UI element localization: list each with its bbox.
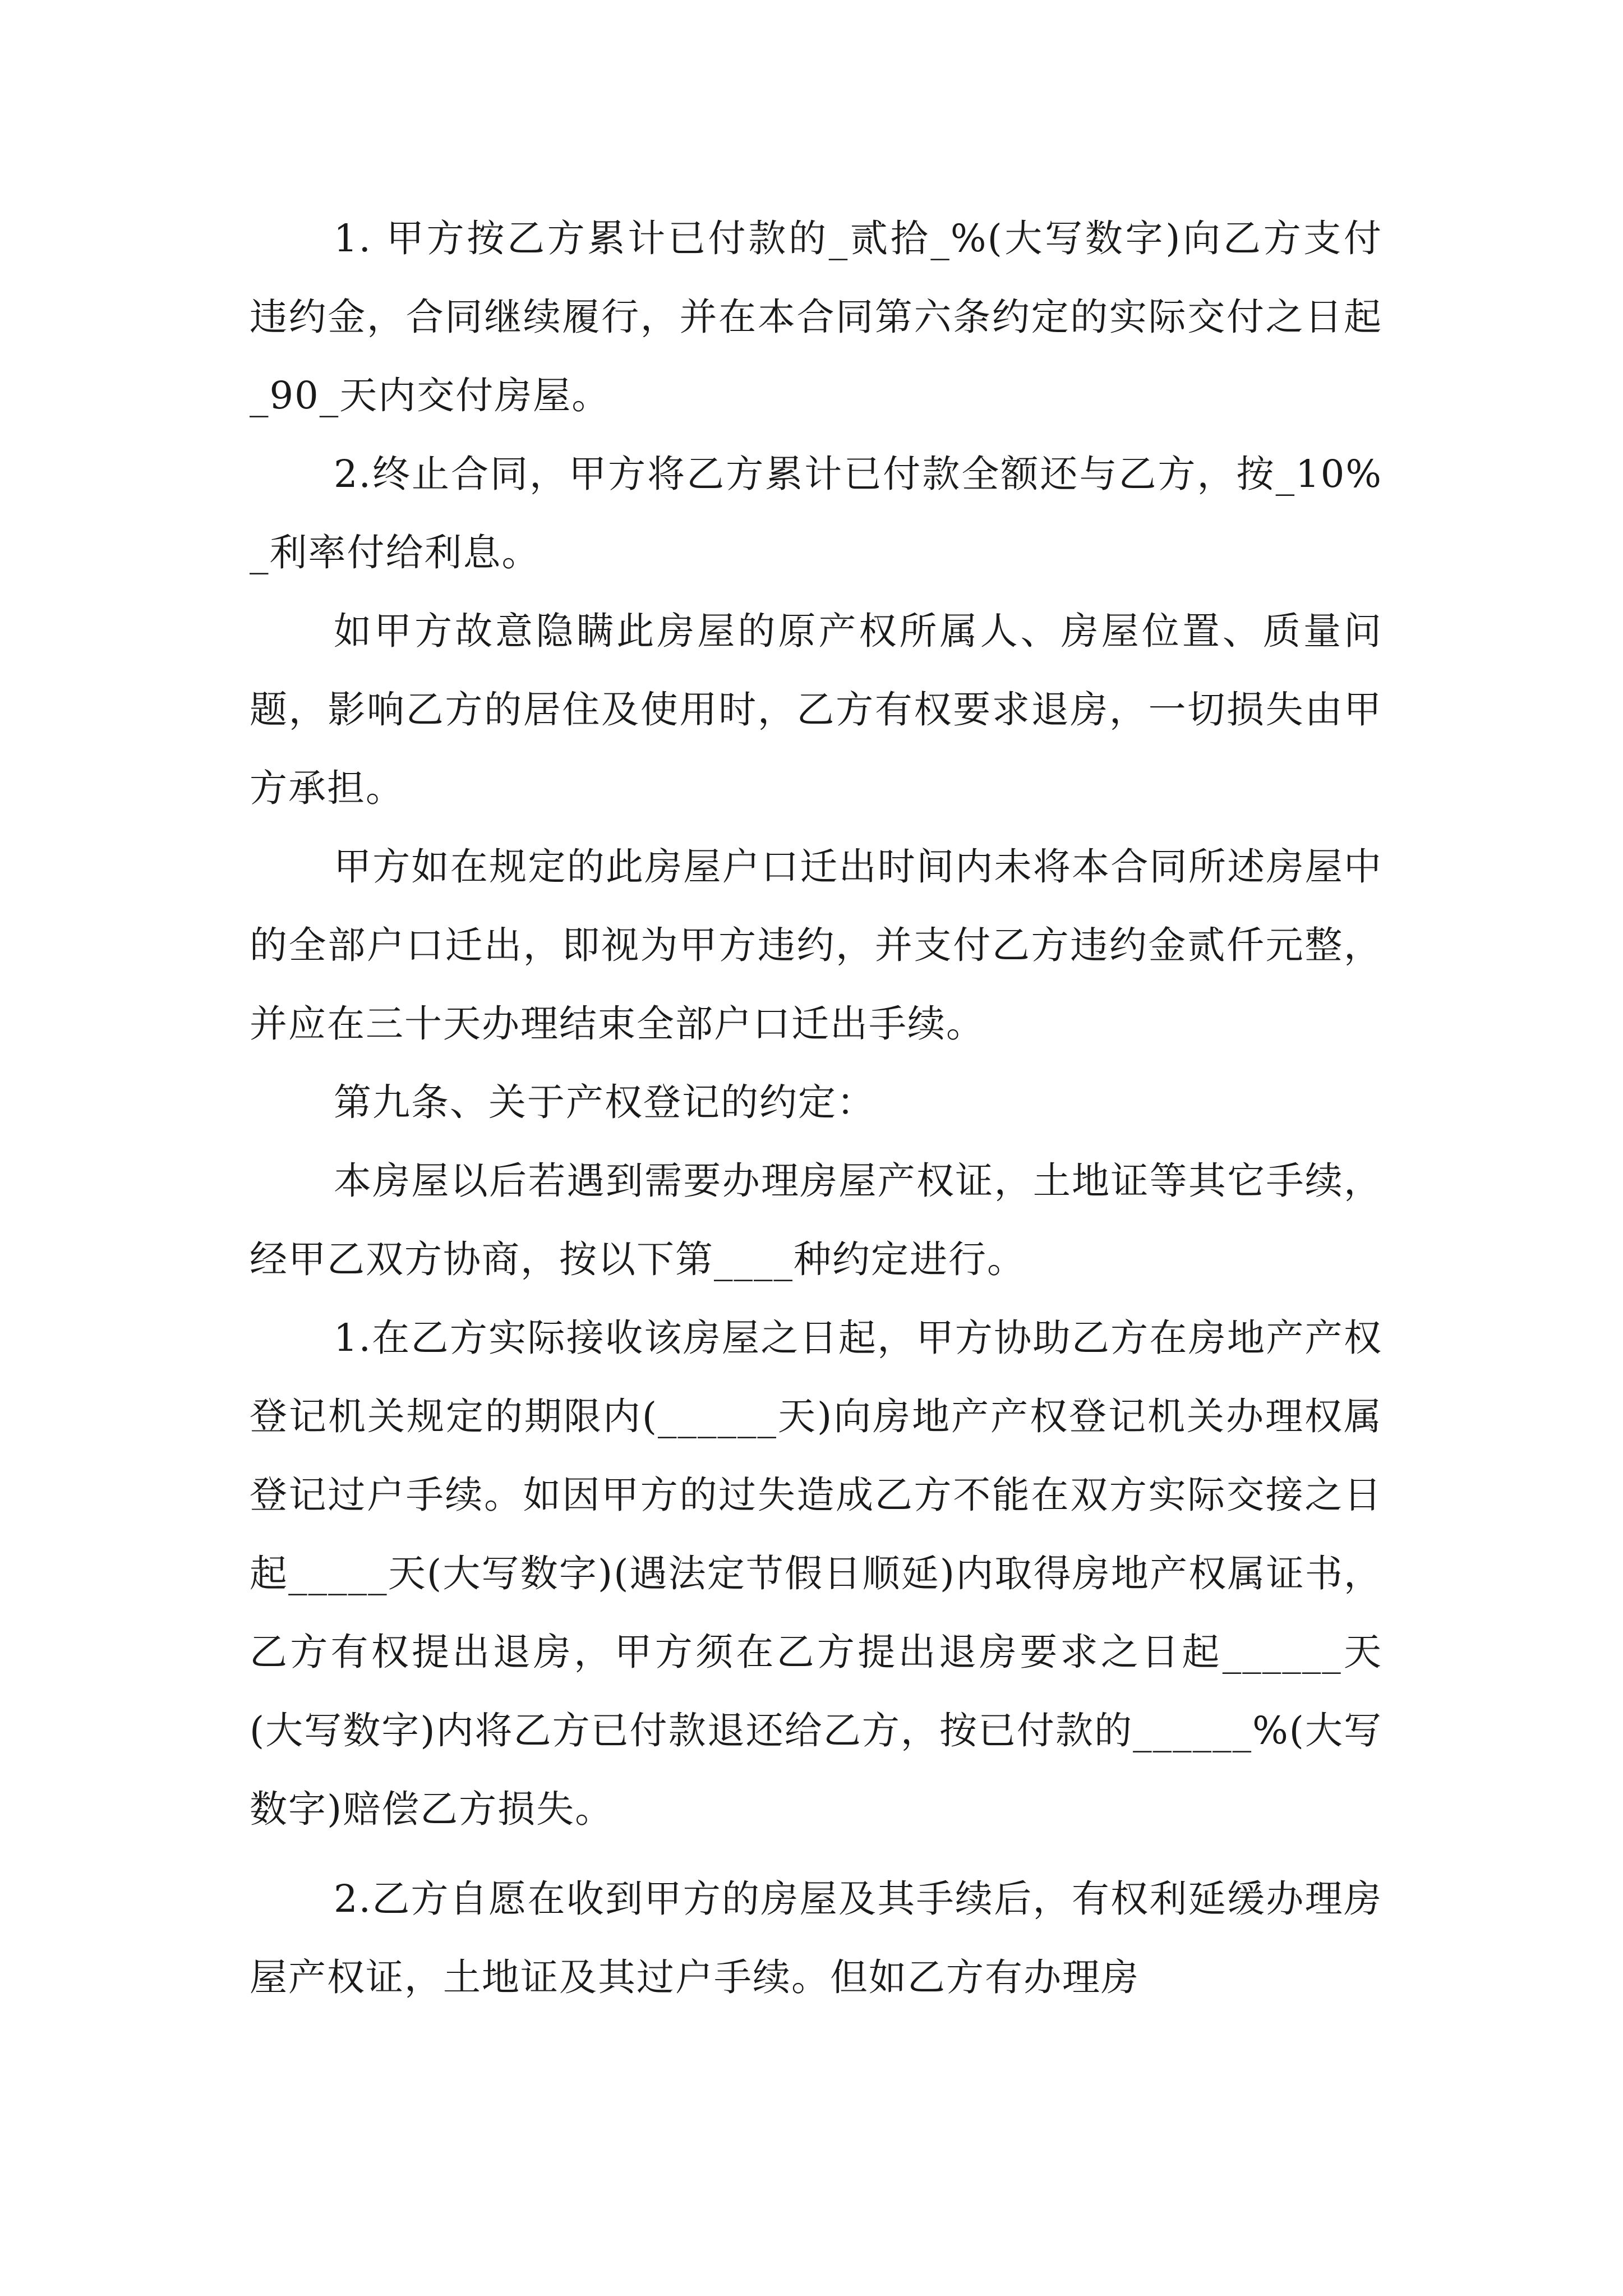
- paragraph-article-9-option-2: 2.乙方自愿在收到甲方的房屋及其手续后，有权利延缓办理房屋产权证，土地证及其过户手续。但如乙方有办理房: [250, 1877, 1382, 1999]
- paragraph-household-registration: 甲方如在规定的此房屋户口迁出时间内未将本合同所述房屋中的全部户口迁出，即视为甲方违约，并支付乙方违约金贰仟元整，并应在三十天办理结束全部户口迁出手续。: [250, 845, 1382, 1046]
- section-heading-article-9: 第九条、关于产权登记的约定：: [334, 1080, 875, 1124]
- paragraph-clause-1: 1. 甲方按乙方累计已付款的_贰拾_%(大写数字)向乙方支付违约金，合同继续履行，并在本合同第六条约定的实际交付之日起_90_天内交付房屋。: [250, 217, 1382, 417]
- paragraph-article-9-option-1: 1.在乙方实际接收该房屋之日起，甲方协助乙方在房地产产权登记机关规定的期限内(______天)向房地产产权登记机关办理权属登记过户手续。如因甲方的过失造成乙方不能在双方实际交接之日起_____天(大写数字)(遇法定节假日顺延)内取得房地产权属证书，乙方有权提出退房，甲方须在乙方提出退房要求之日起______天(大写数字)内将乙方已付款退还给乙方，按已付款的______%(大写数字)赔偿乙方损失。: [250, 1316, 1382, 1831]
- paragraph-concealment: 如甲方故意隐瞒此房屋的原产权所属人、房屋位置、质量问题，影响乙方的居住及使用时，乙方有权要求退房，一切损失由甲方承担。: [250, 609, 1382, 810]
- paragraph-article-9-intro: 本房屋以后若遇到需要办理房屋产权证，土地证等其它手续，经甲乙双方协商，按以下第____种约定进行。: [250, 1159, 1382, 1281]
- document-body: [250, 199, 1382, 2017]
- paragraph-clause-2: 2.终止合同，甲方将乙方累计已付款全额还与乙方，按_10%_利率付给利息。: [250, 452, 1382, 574]
